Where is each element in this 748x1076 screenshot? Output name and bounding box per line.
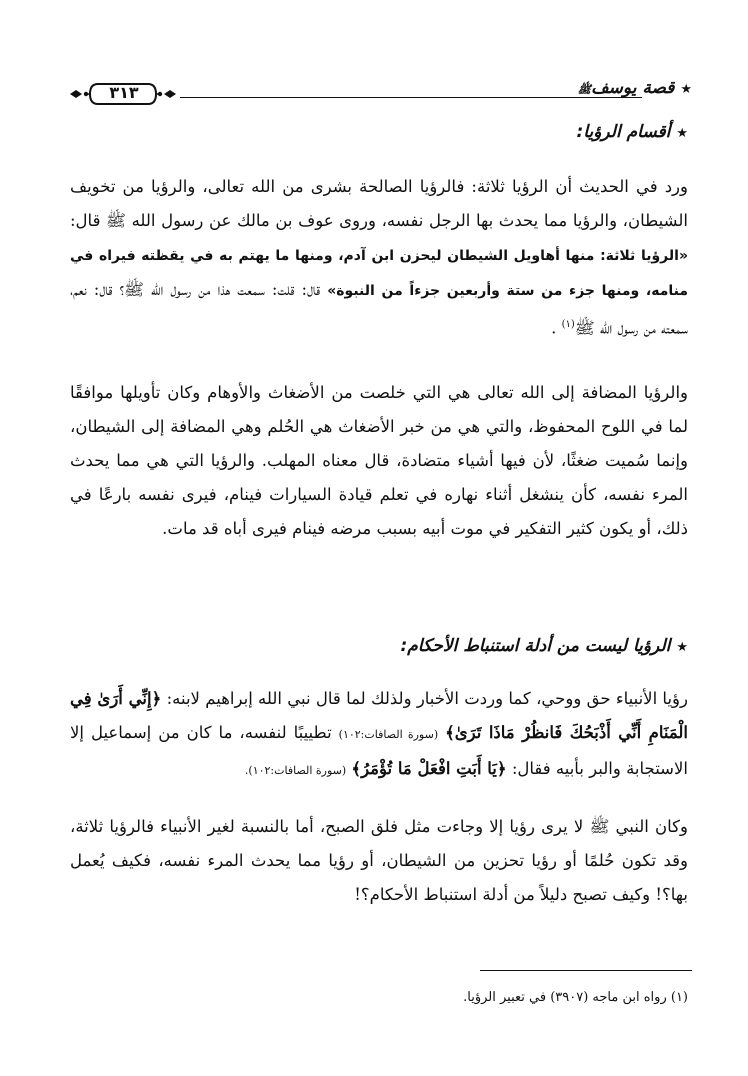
star-icon: ★ <box>680 82 692 97</box>
quran-verse: ﴿يَا أَبَتِ افْعَلْ مَا تُؤْمَرُ﴾ <box>351 759 507 778</box>
star-icon: ★ <box>676 640 688 655</box>
hadith-quote: «الرؤيا ثلاثة: منها أهاويل الشيطان ليحزن ابن آدم، ومنها ما يهتم به في يقظته فيراه في منامه، ومنها جزء من ستة وأربعين جزءاً من النبوة» <box>70 248 688 299</box>
paragraph-attributed-dream <box>70 376 688 546</box>
paragraph-others-dreams <box>70 810 688 912</box>
verse-reference: (سورة الصافات:١٠٢) <box>338 728 439 741</box>
running-title <box>578 78 692 99</box>
section-heading-text: أقسام الرؤيا: <box>576 122 671 142</box>
paragraph-text: والرؤيا المضافة إلى الله تعالى هي التي خلصت من الأضغاث والأوهام وكان تأويلها موافقًا لما في اللوح المحفوظ، والتي هي من خبر الأضغاث هي الحُلم وهي المضافة إلى الشيطان، وإنما سُميت ضغثًا، لأن فيها أشياء متضادة، قال معناه المهلب. والرؤيا التي هي مما يحدث المرء نفسه، كأن ينشغل أثناء نهاره في تعلم قيادة السيارات فينام، فيرى نفسه بارعًا في ذلك، أو يكون كثير التفكير في موت أبيه بسبب مرضه فينام فيرى أباه قد مات. <box>70 383 688 538</box>
paragraph-text: وكان النبي ﷺ لا يرى رؤيا إلا وجاءت مثل فلق الصبح، أما بالنسبة لغير الأنبياء فالرؤيا ثلاثة، وقد تكون حُلمًا أو رؤيا تحزين من الشيطان، أو رؤيا مما يحدث المرء نفسه، فكيف يُعمل بها؟! وكيف تصبح دليلاً من أدلة استنباط الأحكام؟! <box>70 817 688 904</box>
honorific: ﷺ <box>577 83 592 96</box>
running-title-text: قصة يوسف <box>591 78 675 98</box>
footnote-rule <box>480 970 692 971</box>
paragraph-prophets-dreams <box>70 682 688 788</box>
paragraph-text: ورد في الحديث أن الرؤيا ثلاثة: فالرؤيا الصالحة بشرى من الله تعالى، والرؤيا من تخويف الشيطان، والرؤيا مما يحدث بها الرجل نفسه، وروى عوف بن مالك عن رسول الله ﷺ قال: <box>70 177 688 230</box>
verse-reference: (سورة الصافات:١٠٢). <box>244 764 347 777</box>
page-number-ornament <box>68 80 178 108</box>
paragraph-text: تطييبًا لنفسه، ما كان من إسماعيل إلا الاستجابة والبر بأبيه فقال: <box>70 723 688 778</box>
footnote: (١) رواه ابن ماجه (٣٩٠٧) في تعبير الرؤيا. <box>463 990 688 1005</box>
page-header <box>60 74 692 110</box>
section-heading-text: الرؤيا ليست من أدلة استنباط الأحكام: <box>400 636 671 656</box>
paragraph-text: قال: قلت: سمعت هذا من رسول الله ﷺ؟ قال: نعم، سمعته من رسول الله ﷺ <box>70 280 688 338</box>
section-heading-dreams-not-evidence <box>400 636 688 656</box>
quran-verse: ﴿إِنِّي أَرَىٰ فِي الْمَنَامِ أَنِّي أَذْبَحُكَ فَانظُرْ مَاذَا تَرَىٰ﴾ <box>70 689 689 742</box>
header-rule <box>180 97 642 98</box>
section-heading-kinds-of-dreams <box>577 122 689 142</box>
star-icon: ★ <box>676 126 688 141</box>
paragraph-hadith: ورد في الحديث أن الرؤيا ثلاثة: فالرؤيا الصالحة بشرى من الله تعالى، والرؤيا من تخويف الشيطان، والرؤيا مما يحدث بها الرجل نفسه، وروى عوف بن مالك عن رسول الله ﷺ قال: «الرؤيا ثلاثة: منها أهاويل الشيطان ليحزن ابن آدم، ومنها ما يهتم به في يقظته فيراه في منامه، ومنها جزء من ستة وأربعين جزءاً من النبوة» قال: قلت: سمعت هذا من رسول الله ﷺ؟ قال: نعم، سمعته من رسول الله ﷺ$^{(١)}$ . <box>70 177 688 338</box>
footnote-marker: (١) <box>561 319 575 330</box>
page-number: ٣١٣ <box>109 83 139 102</box>
paragraph-text: رؤيا الأنبياء حق ووحي، كما وردت الأخبار ولذلك لما قال نبي الله إبراهيم لابنه: <box>166 689 688 708</box>
